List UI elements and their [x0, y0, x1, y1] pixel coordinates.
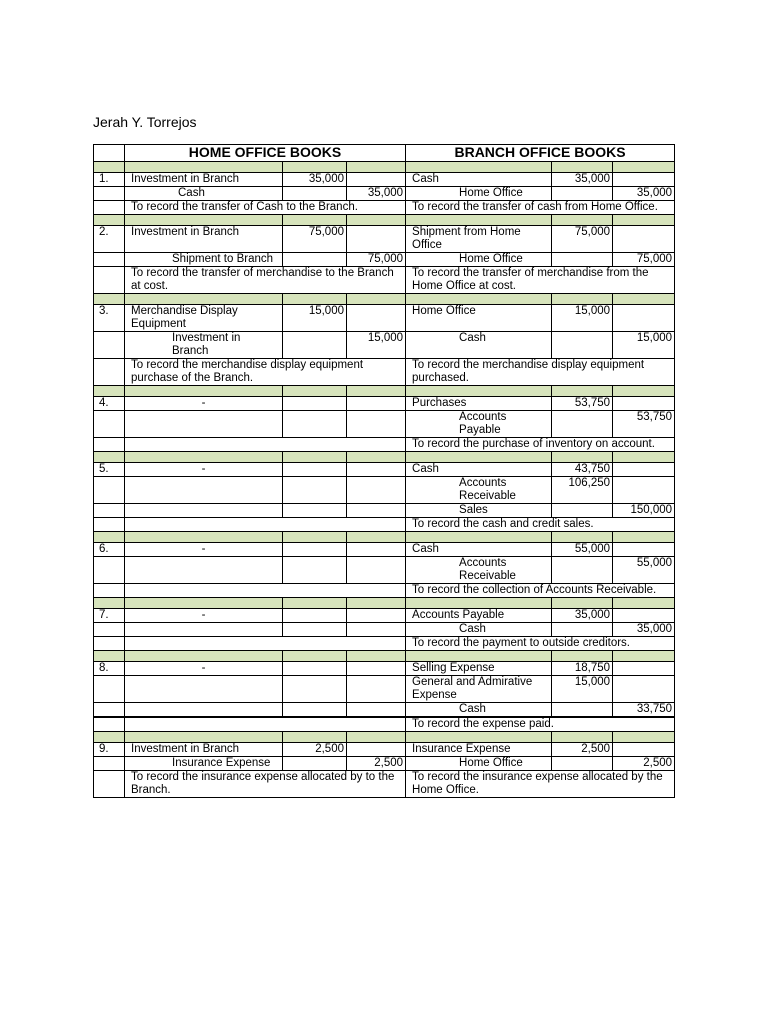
home-credit: 2,500	[347, 757, 406, 771]
branch-debit: 15,000	[552, 305, 613, 332]
separator-cell	[406, 162, 552, 173]
separator-cell	[613, 532, 675, 543]
separator-row	[94, 294, 675, 305]
table-header-row	[94, 145, 675, 162]
branch-credit: 75,000	[613, 253, 675, 267]
separator-cell	[283, 386, 347, 397]
home-account: Investment in Branch	[125, 226, 283, 253]
separator-cell	[347, 294, 406, 305]
home-debit: 2,500	[283, 743, 347, 757]
separator-cell	[283, 732, 347, 743]
entry-number: 5.	[94, 463, 125, 477]
home-debit	[283, 557, 347, 584]
branch-credit: 35,000	[613, 623, 675, 637]
home-credit	[347, 226, 406, 253]
entry-number	[94, 504, 125, 518]
separator-cell	[283, 452, 347, 463]
branch-account: Sales	[406, 504, 552, 518]
explanation-number-cell	[94, 771, 125, 798]
home-credit	[347, 543, 406, 557]
branch-debit: 35,000	[552, 609, 613, 623]
header-number-cell	[94, 145, 125, 162]
entry-explanation-row	[94, 518, 675, 532]
separator-cell	[347, 452, 406, 463]
home-account: Insurance Expense	[125, 757, 283, 771]
entry-line-row	[94, 676, 675, 703]
branch-account: Cash	[406, 332, 552, 359]
separator-cell	[283, 651, 347, 662]
entry-number: 4.	[94, 397, 125, 411]
separator-cell	[552, 215, 613, 226]
branch-credit: 33,750	[613, 703, 675, 717]
home-debit	[283, 543, 347, 557]
home-account	[125, 504, 283, 518]
home-credit	[347, 623, 406, 637]
separator-cell	[347, 215, 406, 226]
home-debit	[283, 623, 347, 637]
separator-cell	[347, 386, 406, 397]
home-account: Cash	[125, 187, 283, 201]
branch-credit	[613, 609, 675, 623]
branch-account: Cash	[406, 703, 552, 717]
branch-account: Accounts Payable	[406, 411, 552, 438]
branch-debit: 18,750	[552, 662, 613, 676]
separator-cell	[125, 215, 283, 226]
branch-account: Home Office	[406, 305, 552, 332]
branch-account: General and Admirative Expense	[406, 676, 552, 703]
home-credit	[347, 305, 406, 332]
home-account	[125, 623, 283, 637]
separator-cell	[94, 651, 125, 662]
separator-cell	[94, 532, 125, 543]
home-explanation	[125, 584, 406, 598]
branch-account: Home Office	[406, 187, 552, 201]
branch-debit: 43,750	[552, 463, 613, 477]
entry-explanation-row	[94, 267, 675, 294]
separator-cell	[613, 386, 675, 397]
home-account	[125, 557, 283, 584]
branch-account: Insurance Expense	[406, 743, 552, 757]
branch-credit: 53,750	[613, 411, 675, 438]
home-credit	[347, 662, 406, 676]
separator-cell	[406, 651, 552, 662]
branch-credit	[613, 305, 675, 332]
home-debit	[283, 411, 347, 438]
home-debit	[283, 332, 347, 359]
journal-entries-table	[93, 144, 675, 798]
separator-cell	[613, 215, 675, 226]
branch-account: Selling Expense	[406, 662, 552, 676]
entry-line-row	[94, 557, 675, 584]
entry-line-row	[94, 609, 675, 623]
branch-credit	[613, 477, 675, 504]
home-credit	[347, 477, 406, 504]
branch-debit	[552, 757, 613, 771]
entry-number: 6.	[94, 543, 125, 557]
home-explanation: To record the transfer of Cash to the Branch.	[125, 201, 406, 215]
branch-debit	[552, 253, 613, 267]
separator-cell	[94, 452, 125, 463]
entry-line-row	[94, 332, 675, 359]
separator-cell	[125, 651, 283, 662]
separator-cell	[347, 532, 406, 543]
branch-debit	[552, 187, 613, 201]
home-account: -	[125, 609, 283, 623]
home-debit	[283, 609, 347, 623]
home-explanation	[125, 637, 406, 651]
branch-debit	[552, 703, 613, 717]
separator-cell	[283, 532, 347, 543]
branch-explanation: To record the expense paid.	[406, 718, 675, 732]
home-credit	[347, 676, 406, 703]
branch-debit	[552, 411, 613, 438]
branch-account: Cash	[406, 463, 552, 477]
entry-number	[94, 757, 125, 771]
separator-cell	[347, 162, 406, 173]
branch-account: Accounts Receivable	[406, 477, 552, 504]
branch-debit: 35,000	[552, 173, 613, 187]
separator-cell	[94, 598, 125, 609]
separator-cell	[347, 598, 406, 609]
separator-cell	[125, 452, 283, 463]
branch-account: Cash	[406, 543, 552, 557]
branch-debit: 106,250	[552, 477, 613, 504]
separator-cell	[283, 294, 347, 305]
home-debit	[283, 477, 347, 504]
separator-row	[94, 732, 675, 743]
separator-cell	[347, 732, 406, 743]
branch-explanation: To record the merchandise display equipment purchased.	[406, 359, 675, 386]
entry-line-row	[94, 411, 675, 438]
entry-explanation-row	[94, 637, 675, 651]
separator-cell	[125, 162, 283, 173]
branch-credit	[613, 676, 675, 703]
separator-cell	[552, 162, 613, 173]
explanation-number-cell	[94, 267, 125, 294]
separator-cell	[613, 162, 675, 173]
entry-number	[94, 187, 125, 201]
branch-debit: 15,000	[552, 676, 613, 703]
separator-cell	[552, 532, 613, 543]
separator-cell	[552, 651, 613, 662]
separator-cell	[94, 215, 125, 226]
branch-account: Accounts Payable	[406, 609, 552, 623]
separator-cell	[283, 162, 347, 173]
home-debit: 15,000	[283, 305, 347, 332]
branch-credit: 15,000	[613, 332, 675, 359]
entry-number	[94, 411, 125, 438]
home-account: -	[125, 463, 283, 477]
branch-credit	[613, 543, 675, 557]
explanation-number-cell	[94, 438, 125, 452]
separator-cell	[406, 215, 552, 226]
home-credit	[347, 557, 406, 584]
separator-cell	[613, 294, 675, 305]
home-account: Shipment to Branch	[125, 253, 283, 267]
home-account: Investment in Branch	[125, 332, 283, 359]
home-account	[125, 411, 283, 438]
home-explanation	[125, 438, 406, 452]
entry-line-row	[94, 757, 675, 771]
home-explanation: To record the insurance expense allocated by to the Branch.	[125, 771, 406, 798]
home-debit: 75,000	[283, 226, 347, 253]
explanation-number-cell	[94, 201, 125, 215]
separator-cell	[125, 386, 283, 397]
home-account	[125, 703, 283, 717]
explanation-number-cell	[94, 637, 125, 651]
entry-line-row	[94, 397, 675, 411]
home-debit: 35,000	[283, 173, 347, 187]
separator-cell	[552, 732, 613, 743]
separator-cell	[125, 732, 283, 743]
separator-cell	[406, 452, 552, 463]
separator-cell	[125, 598, 283, 609]
branch-debit: 53,750	[552, 397, 613, 411]
home-credit	[347, 703, 406, 717]
entry-number	[94, 623, 125, 637]
home-account	[125, 676, 283, 703]
home-credit: 35,000	[347, 187, 406, 201]
separator-cell	[552, 386, 613, 397]
branch-account: Cash	[406, 173, 552, 187]
home-explanation: To record the merchandise display equipment purchase of the Branch.	[125, 359, 406, 386]
separator-cell	[613, 732, 675, 743]
branch-office-books-heading: BRANCH OFFICE BOOKS	[406, 145, 675, 162]
entry-line-row	[94, 187, 675, 201]
explanation-number-cell	[94, 518, 125, 532]
home-debit	[283, 463, 347, 477]
entry-line-row	[94, 703, 675, 717]
entry-number	[94, 703, 125, 717]
entry-number	[94, 557, 125, 584]
home-credit	[347, 397, 406, 411]
entry-number	[94, 253, 125, 267]
separator-cell	[613, 651, 675, 662]
branch-explanation: To record the cash and credit sales.	[406, 518, 675, 532]
home-credit	[347, 504, 406, 518]
entry-line-row	[94, 504, 675, 518]
branch-debit: 55,000	[552, 543, 613, 557]
home-debit	[283, 757, 347, 771]
separator-cell	[94, 162, 125, 173]
branch-account: Home Office	[406, 757, 552, 771]
separator-cell	[94, 386, 125, 397]
home-credit	[347, 743, 406, 757]
entry-number: 8.	[94, 662, 125, 676]
branch-credit: 35,000	[613, 187, 675, 201]
entry-number	[94, 676, 125, 703]
entry-number: 3.	[94, 305, 125, 332]
home-credit: 75,000	[347, 253, 406, 267]
branch-credit: 2,500	[613, 757, 675, 771]
entry-number	[94, 332, 125, 359]
separator-cell	[552, 294, 613, 305]
separator-row	[94, 651, 675, 662]
separator-cell	[125, 294, 283, 305]
separator-cell	[125, 532, 283, 543]
home-explanation	[125, 518, 406, 532]
home-credit	[347, 463, 406, 477]
home-account: Merchandise Display Equipment	[125, 305, 283, 332]
entry-explanation-row	[94, 201, 675, 215]
entry-number	[94, 477, 125, 504]
separator-cell	[94, 732, 125, 743]
branch-explanation: To record the purchase of inventory on account.	[406, 438, 675, 452]
branch-explanation: To record the insurance expense allocated by the Home Office.	[406, 771, 675, 798]
separator-cell	[406, 386, 552, 397]
branch-explanation: To record the payment to outside creditors.	[406, 637, 675, 651]
entry-line-row	[94, 305, 675, 332]
branch-credit	[613, 743, 675, 757]
home-debit	[283, 253, 347, 267]
branch-credit	[613, 226, 675, 253]
entry-line-row	[94, 463, 675, 477]
home-debit	[283, 676, 347, 703]
separator-cell	[406, 732, 552, 743]
entry-explanation-row	[94, 584, 675, 598]
home-explanation: To record the transfer of merchandise to the Branch at cost.	[125, 267, 406, 294]
branch-credit: 150,000	[613, 504, 675, 518]
branch-account: Purchases	[406, 397, 552, 411]
separator-row	[94, 386, 675, 397]
entry-explanation-row	[94, 359, 675, 386]
branch-account: Cash	[406, 623, 552, 637]
home-account: -	[125, 543, 283, 557]
home-account	[125, 477, 283, 504]
home-office-books-heading: HOME OFFICE BOOKS	[125, 145, 406, 162]
separator-row	[94, 598, 675, 609]
separator-cell	[406, 598, 552, 609]
branch-credit: 55,000	[613, 557, 675, 584]
entry-number: 2.	[94, 226, 125, 253]
separator-cell	[613, 452, 675, 463]
home-credit: 15,000	[347, 332, 406, 359]
branch-explanation: To record the collection of Accounts Receivable.	[406, 584, 675, 598]
branch-credit	[613, 463, 675, 477]
separator-row	[94, 532, 675, 543]
separator-row	[94, 452, 675, 463]
home-account: Investment in Branch	[125, 743, 283, 757]
separator-cell	[406, 294, 552, 305]
entry-line-row	[94, 743, 675, 757]
entry-explanation-row	[94, 771, 675, 798]
separator-cell	[283, 598, 347, 609]
separator-cell	[283, 215, 347, 226]
entry-line-row	[94, 226, 675, 253]
entry-number: 9.	[94, 743, 125, 757]
separator-cell	[347, 651, 406, 662]
branch-debit	[552, 623, 613, 637]
home-explanation	[125, 718, 406, 732]
entry-number: 1.	[94, 173, 125, 187]
branch-debit	[552, 557, 613, 584]
entry-number: 7.	[94, 609, 125, 623]
entry-line-row	[94, 662, 675, 676]
home-debit	[283, 504, 347, 518]
entry-line-row	[94, 543, 675, 557]
explanation-number-cell	[94, 584, 125, 598]
home-debit	[283, 397, 347, 411]
entry-line-row	[94, 623, 675, 637]
entry-line-row	[94, 173, 675, 187]
separator-cell	[613, 598, 675, 609]
explanation-number-cell	[94, 718, 125, 732]
branch-credit	[613, 397, 675, 411]
home-account: -	[125, 397, 283, 411]
branch-debit	[552, 504, 613, 518]
home-debit	[283, 187, 347, 201]
home-credit	[347, 173, 406, 187]
entry-explanation-row	[94, 438, 675, 452]
branch-explanation: To record the transfer of cash from Home Office.	[406, 201, 675, 215]
home-credit	[347, 411, 406, 438]
branch-credit	[613, 662, 675, 676]
branch-debit	[552, 332, 613, 359]
entry-explanation-row	[94, 718, 675, 732]
home-account: -	[125, 662, 283, 676]
home-debit	[283, 662, 347, 676]
home-credit	[347, 609, 406, 623]
separator-row	[94, 162, 675, 173]
author-name: Jerah Y. Torrejos	[93, 114, 197, 130]
separator-row	[94, 215, 675, 226]
home-debit	[283, 703, 347, 717]
branch-account: Shipment from Home Office	[406, 226, 552, 253]
separator-cell	[552, 598, 613, 609]
branch-explanation: To record the transfer of merchandise from the Home Office at cost.	[406, 267, 675, 294]
branch-debit: 2,500	[552, 743, 613, 757]
branch-account: Home Office	[406, 253, 552, 267]
explanation-number-cell	[94, 359, 125, 386]
branch-account: Accounts Receivable	[406, 557, 552, 584]
branch-debit: 75,000	[552, 226, 613, 253]
entry-line-row	[94, 253, 675, 267]
branch-credit	[613, 173, 675, 187]
home-account: Investment in Branch	[125, 173, 283, 187]
entry-line-row	[94, 477, 675, 504]
separator-cell	[552, 452, 613, 463]
separator-cell	[94, 294, 125, 305]
separator-cell	[406, 532, 552, 543]
